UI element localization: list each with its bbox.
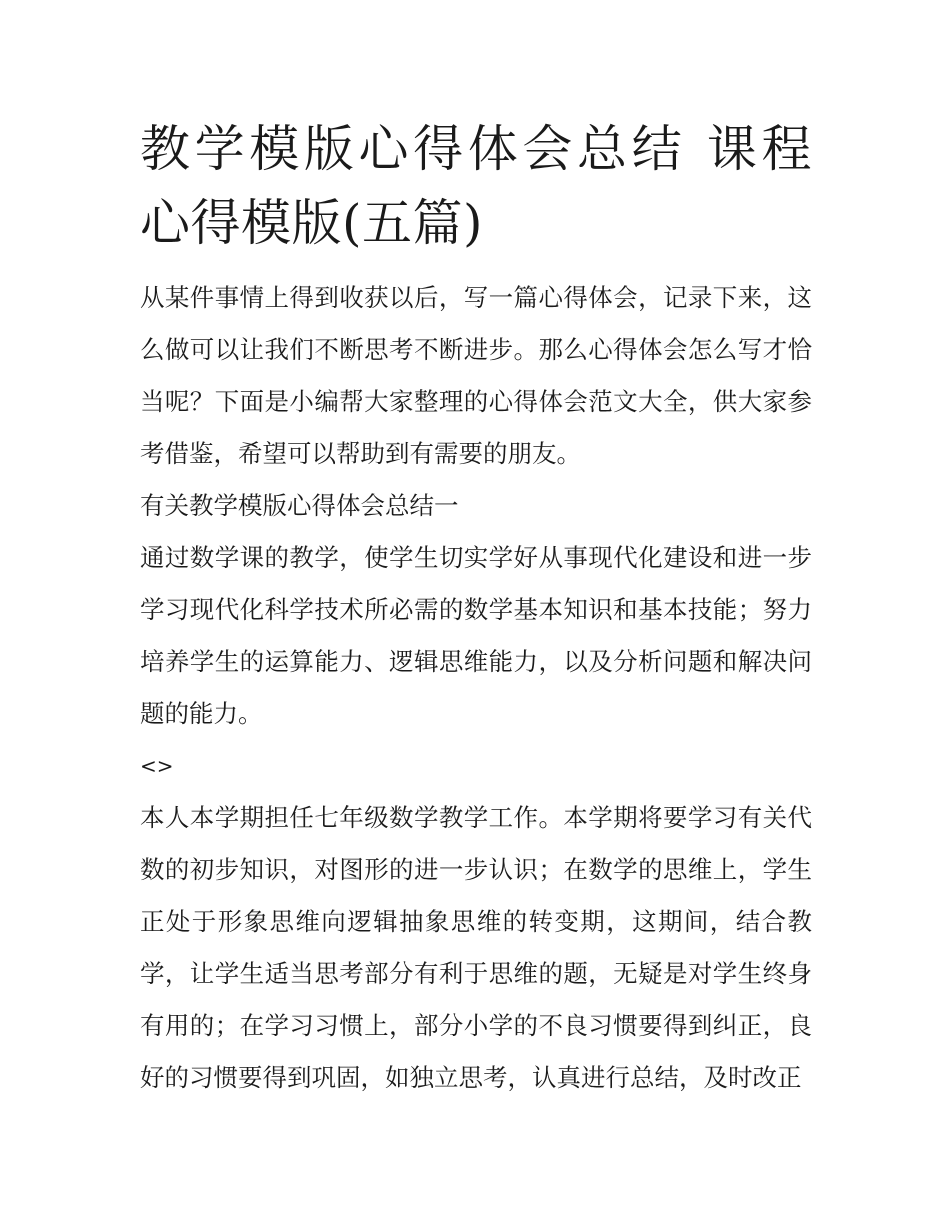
document-title: 教学模版心得体会总结 课程心得模版(五篇) bbox=[140, 120, 812, 252]
intro-paragraph: 从某件事情上得到收获以后，写一篇心得体会，记录下来，这么做可以让我们不断思考不断进步。那么心得体会怎么写才恰当呢？下面是小编帮大家整理的心得体会范文大全，供大家参考借鉴，希望可以帮助到有需要的朋友。 bbox=[140, 283, 812, 468]
section-heading: 有关教学模版心得体会总结一 bbox=[140, 491, 459, 520]
symbol-line: <> bbox=[140, 754, 174, 778]
body-paragraph-1: 通过数学课的教学，使学生切实学好从事现代化建设和进一步学习现代化科学技术所必需的数学基本知识和基本技能；努力培养学生的运算能力、逻辑思维能力，以及分析问题和解决问题的能力。 bbox=[140, 543, 812, 728]
body-paragraph-2: 本人本学期担任七年级数学教学工作。本学期将要学习有关代数的初步知识，对图形的进一步认识；在数学的思维上，学生正处于形象思维向逻辑抽象思维的转变期，这期间，结合教学，让学生适当思考部分有利于思维的题，无疑是对学生终身有用的；在学习习惯上，部分小学的不良习惯要得到纠正，良好的习惯要得到巩固，如独立思考，认真进行总结，及时改正 bbox=[140, 803, 812, 1092]
document-page bbox=[140, 112, 812, 1104]
